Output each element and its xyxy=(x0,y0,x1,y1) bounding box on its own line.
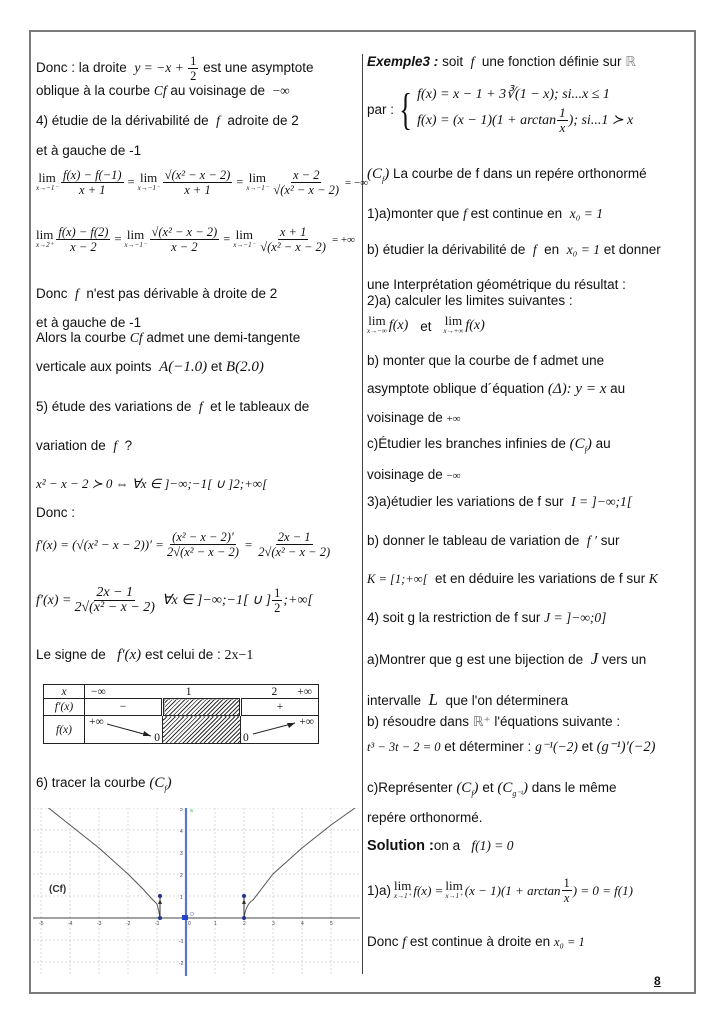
question-2b: b) monter que la courbe de f admet une xyxy=(367,353,605,368)
question-4b: b) résoudre dans ℝ⁺ l'équations suivante : xyxy=(367,714,621,729)
question-3b-line2: K = [1;+∞[ et en déduire les variations de f sur K xyxy=(367,571,658,586)
svg-text:3: 3 xyxy=(272,921,275,927)
piecewise-definition: par : { f(x) = x − 1 + 3∛(1 − x); si...x ≤ 1 f(x) = (x − 1)(1 + arctan $\frac{1}{x}$ ); si...1 ≻ x xyxy=(367,84,634,135)
question-2c: c)Étudier les branches infinies de $(C_f)$ au xyxy=(367,436,611,454)
svg-text:-2: -2 xyxy=(179,961,184,967)
section-6-heading: 6) tracer la courbe $(C_f)$ xyxy=(36,775,172,793)
question-1b: b) étudier la dérivabilité de f en x₀ = 1 et donner xyxy=(367,242,661,257)
solution-heading: Solution :on a f(1) = 0 xyxy=(367,838,514,854)
solution-conclusion: Donc f est continue à droite en x₀ = 1 xyxy=(367,934,585,949)
question-4c: c)Représenter $(C_f)$ et $(C_{g^{-1}})$ dans le même xyxy=(367,780,617,798)
svg-text:-3: -3 xyxy=(97,921,102,927)
section-4-heading: 4) étudie de la dérivabilité de f adroite de 2 xyxy=(36,113,299,128)
left-branch xyxy=(41,808,160,918)
question-4c-line2: repére orthonormé. xyxy=(367,810,483,825)
section-4-line2: et à gauche de -1 xyxy=(36,143,142,158)
page-number: 8 xyxy=(654,974,661,988)
derivative-computation: f′(x) = (√(x² − x − 2))′ = $\frac{\text{(x² − x − 2)′}}{\text{2√(x² − x − 2)}}$ = $\frac{2x - 1}{\text{2√(x² − x − 2)}}$ xyxy=(36,530,331,559)
svg-text:-4: -4 xyxy=(68,921,73,927)
svg-text:1: 1 xyxy=(180,895,183,901)
question-4a: a)Montrer que g est une bijection de J vers un xyxy=(367,649,647,668)
decreasing-arrow-icon xyxy=(107,722,157,740)
not-derivable-line2: et à gauche de -1 xyxy=(36,315,142,330)
table-row-fprime: f′(x) − + xyxy=(44,699,319,716)
question-2c-line2: voisinage de −∞ xyxy=(367,467,461,482)
section-5-heading: 5) étude des variations de f et le tableaux de xyxy=(36,399,310,414)
table-row-f: f(x) +∞ 0 0 +∞ xyxy=(44,716,319,744)
svg-text:-1: -1 xyxy=(179,939,184,945)
forbidden-zone xyxy=(163,699,241,716)
svg-text:2: 2 xyxy=(243,921,246,927)
example-3-heading: Exemple3 : soit f une fonction définie sur ℝ xyxy=(367,54,636,69)
svg-text:-2: -2 xyxy=(126,921,131,927)
question-4a-line2: intervalle L que l'on déterminera xyxy=(367,690,569,709)
solution-1a: 1)a) lim x→1⁺ f(x) = lim x→1⁺ (x − 1)(1 + arctan $\frac{1}{x}$ ) = 0 = f(1) xyxy=(367,876,633,905)
function-graph xyxy=(33,808,360,976)
limit-left-of-minus-one: lim x→−1⁻ $\frac{f(x) - f(-1)}{x + 1}$ = lim x→−1⁻ $\frac{\text{√(x² − x − 2)}}{x + 1}$ = lim x→−1⁻ $\frac{x - 2}{\text{√(x² − x − 2)}}$ = −∞ xyxy=(36,168,369,197)
donc-label: Donc : xyxy=(36,505,76,520)
svg-text:-1: -1 xyxy=(155,921,160,927)
svg-text:-5: -5 xyxy=(39,921,44,927)
section-5-line2: variation de f ? xyxy=(36,438,133,453)
question-3a: 3)a)étudier les variations de f sur I = ]−∞;1[ xyxy=(367,494,632,509)
derivative-result: f′(x) = $\frac{2x - 1}{\text{2√(x² − x − 2)}}$ ∀x ∈ ]−∞;−1[ ∪ ] $\frac{1}{2}$ ;+∞[ xyxy=(36,585,313,615)
svg-text:1: 1 xyxy=(214,921,217,927)
increasing-arrow-icon xyxy=(251,720,301,738)
svg-text:4: 4 xyxy=(180,829,183,835)
fraction: $\frac{1}{2}$ xyxy=(190,54,197,83)
question-4b-line2: t³ − 3t − 2 = 0 et déterminer : g⁻¹(−2) et (g⁻¹)′(−2) xyxy=(367,739,656,755)
half-tangent-line: Alors la courbe Cf admet une demi-tangente xyxy=(36,330,301,345)
question-2b-line3: voisinage de +∞ xyxy=(367,410,461,425)
question-2a-limits: lim x→−∞ f(x) et lim x→+∞ f(x) xyxy=(367,313,485,335)
oblique-line: oblique à la courbe Cf au voisinage de −∞ xyxy=(36,83,290,98)
question-1a: 1)a)monter que f est continue en x₀ = 1 xyxy=(367,206,603,221)
right-branch xyxy=(244,808,355,918)
svg-text:5: 5 xyxy=(330,921,333,927)
question-2b-line2: asymptote oblique d´équation (Δ): y = x au xyxy=(367,381,626,397)
asymptote-line: Donc : la droite y = −x + $\frac{1}{2}$ est une asymptote xyxy=(36,54,314,83)
svg-text:5: 5 xyxy=(180,808,183,813)
question-2a: 2)a) calculer les limites suivantes : xyxy=(367,293,573,308)
not-derivable-line: Donc f n'est pas dérivable à droite de 2 xyxy=(36,286,278,301)
svg-text:O: O xyxy=(190,912,194,918)
curve-definition: $(C_f)$ La courbe de f dans un repére orthonormé xyxy=(367,166,647,184)
forbidden-zone xyxy=(163,716,241,744)
svg-text:2: 2 xyxy=(180,873,183,879)
question-3b: b) donner le tableau de variation de f ′ sur xyxy=(367,533,620,548)
domain-equation: x² − x − 2 ≻ 0 ⇔ ∀x ∈ ]−∞;−1[ ∪ ]2;+∞[ xyxy=(36,476,268,491)
vertical-tangent-points: verticale aux points A(−1.0) et B(2.0) xyxy=(36,359,264,375)
table-row-x: x −∞ 1 2 +∞ xyxy=(44,685,319,699)
svg-text:0: 0 xyxy=(188,921,191,927)
limit-right-of-two: lim x→2⁺ $\frac{f(x) - f(2)}{x - 2}$ = lim x→−1⁻ $\frac{\text{√(x² − x − 2)}}{x - 2}$ = lim x→−1⁻ $\frac{x + 1}{\text{√(x² − x − 2)}}$ = +∞ xyxy=(36,225,355,254)
question-1b-line2: une Interprétation géométrique du résultat : xyxy=(367,277,626,292)
sign-line: Le signe de f′(x) est celui de : 2x−1 xyxy=(36,647,254,663)
curve-label: (Cf) xyxy=(49,884,67,895)
svg-text:a: a xyxy=(190,808,193,814)
svg-text:3: 3 xyxy=(180,851,183,857)
variation-table xyxy=(43,684,319,744)
svg-text:4: 4 xyxy=(301,921,304,927)
question-4: 4) soit g la restriction de f sur J = ]−∞;0] xyxy=(367,610,607,625)
